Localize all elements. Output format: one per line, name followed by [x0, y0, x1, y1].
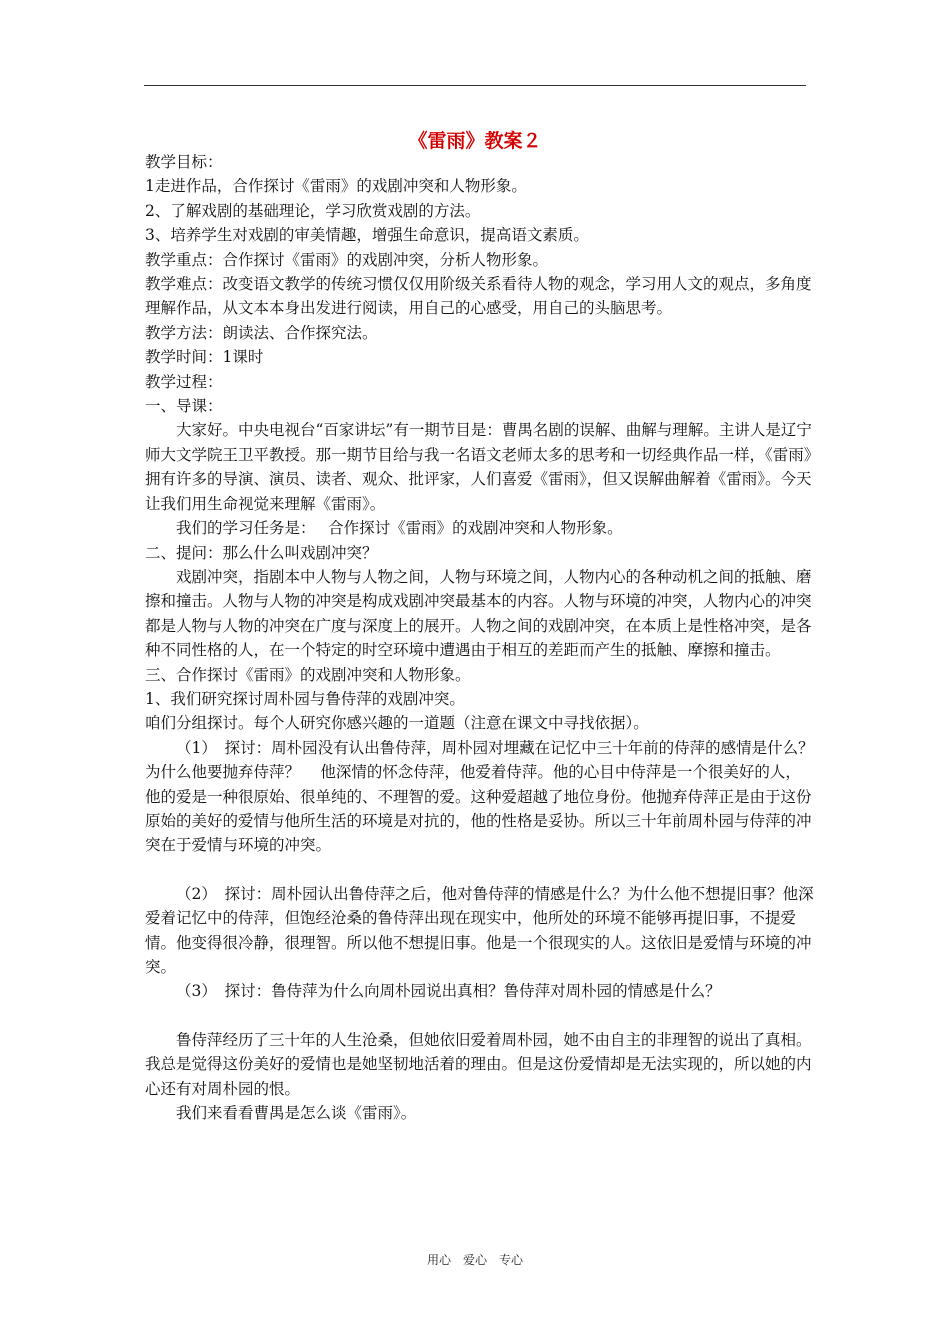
- key-points: 教学重点：合作探讨《雷雨》的戏剧冲突，分析人物形象。: [145, 250, 549, 269]
- document-body: [145, 150, 815, 1125]
- conflict-definition-paragraph: 戏剧冲突，指剧本中人物与人物之间，人物与环境之间，人物内心的各种动机之间的抵触、磨擦和撞击。人物与人物的冲突是构成戏剧冲突最基本的内容。人物与环境的冲突，人物内心的冲突都是人物与人物的冲突在广度与深度上的展开。人物之间的戏剧冲突，在本质上是性格冲突，是各种不同性格的人，在一个特定的时空环境中遭遇由于相互的差距而产生的抵触、摩擦和撞击。: [145, 567, 812, 660]
- question-2-paragraph: （2） 探讨：周朴园认出鲁侍萍之后，他对鲁侍萍的情感是什么？为什么他不想提旧事？他深爱着记忆中的侍萍，但饱经沧桑的鲁侍萍出现在现实中，他所处的环境不能够再提旧事，不提爱情。他变得很冷静，很理智。所以他不想提旧事。他是一个很现实的人。这依旧是爱情与环境的冲突。: [145, 884, 814, 976]
- teaching-methods: 教学方法：朗读法、合作探究法。: [145, 323, 378, 342]
- objective-3: 3、培养学生对戏剧的审美情趣，增强生命意识，提高语文素质。: [145, 226, 589, 245]
- page-title: 《雷雨》教案２: [408, 130, 542, 152]
- question-3-paragraph: （3） 探讨：鲁侍萍为什么向周朴园说出真相？鲁侍萍对周朴园的情感是什么？: [176, 982, 721, 1001]
- question-1-paragraph: （1） 探讨：周朴园没有认出鲁侍萍，周朴园对埋藏在记忆中三十年前的侍萍的感情是什么？为什么他要抛弃侍萍？ 他深情的怀念侍萍，他爱着侍萍。他的心目中侍萍是一个很美好的人，他的爱是一种很原始、很单纯的、不理智的爱。这种爱超越了地位身份。他抛弃侍萍正是由于这份原始的美好的爱情与他所生活的环境是对抗的，他的性格是妥协。所以三十年前周朴园与侍萍的冲突在于爱情与环境的冲突。: [145, 738, 814, 855]
- intro-paragraph: 大家好。中央电视台“百家讲坛”有一期节目是：曹禺名剧的误解、曲解与理解。主讲人是辽宁师大文学院王卫平教授。那一期节目给与我一名语文老师太多的思考和一切经典作品一样，《雷雨》拥有许多的导演、演员、读者、观众、批评家，人们喜爱《雷雨》，但又误解曲解着《雷雨》。今天让我们用生命视觉来理解《雷雨》。: [145, 421, 812, 513]
- spacer: [145, 858, 815, 882]
- objective-1: 1走进作品，合作探讨《雷雨》的戏剧冲突和人物形象。: [145, 177, 527, 196]
- learning-task: 我们的学习任务是： 合作探讨《雷雨》的戏剧冲突和人物形象。: [176, 519, 623, 538]
- answer-3-paragraph: 鲁侍萍经历了三十年的人生沧桑，但她依旧爱着周朴园，她不由自主的非理智的说出了真相。我总是觉得这份美好的爱情也是她坚韧地活着的理由。但是这份爱情却是无法实现的，所以她的内心还有对周朴园的恨。: [145, 1030, 812, 1098]
- discussion-item-1: 1、我们研究探讨周朴园与鲁侍萍的戏剧冲突。: [145, 689, 465, 708]
- closing-line: 我们来看看曹禺是怎么谈《雷雨》。: [176, 1104, 417, 1123]
- page-footer: 用心 爱心 专心: [426, 1253, 523, 1267]
- process-heading: 教学过程：: [145, 372, 223, 391]
- objective-2: 2、了解戏剧的基础理论，学习欣赏戏剧的方法。: [145, 201, 481, 220]
- objectives-heading: 教学目标：: [145, 153, 223, 171]
- group-instruction: 咱们分组探讨。每个人研究你感兴趣的一道题（注意在课文中寻找依据）。: [145, 714, 649, 733]
- difficult-points: 教学难点：改变语文教学的传统习惯仅仅用阶级关系看待人物的观念，学习用人文的观点，多角度理解作品，从文本本身出发进行阅读，用自己的心感受，用自己的头脑思考。: [145, 275, 812, 318]
- spacer: [145, 1004, 815, 1028]
- section-intro-heading: 一、导课：: [145, 397, 223, 416]
- header-rule: [144, 85, 806, 86]
- section-discussion-heading: 三、合作探讨《雷雨》的戏剧冲突和人物形象。: [145, 665, 471, 684]
- teaching-time: 教学时间：1课时: [145, 348, 264, 367]
- section-question-heading: 二、提问：那么什么叫戏剧冲突？: [145, 543, 378, 562]
